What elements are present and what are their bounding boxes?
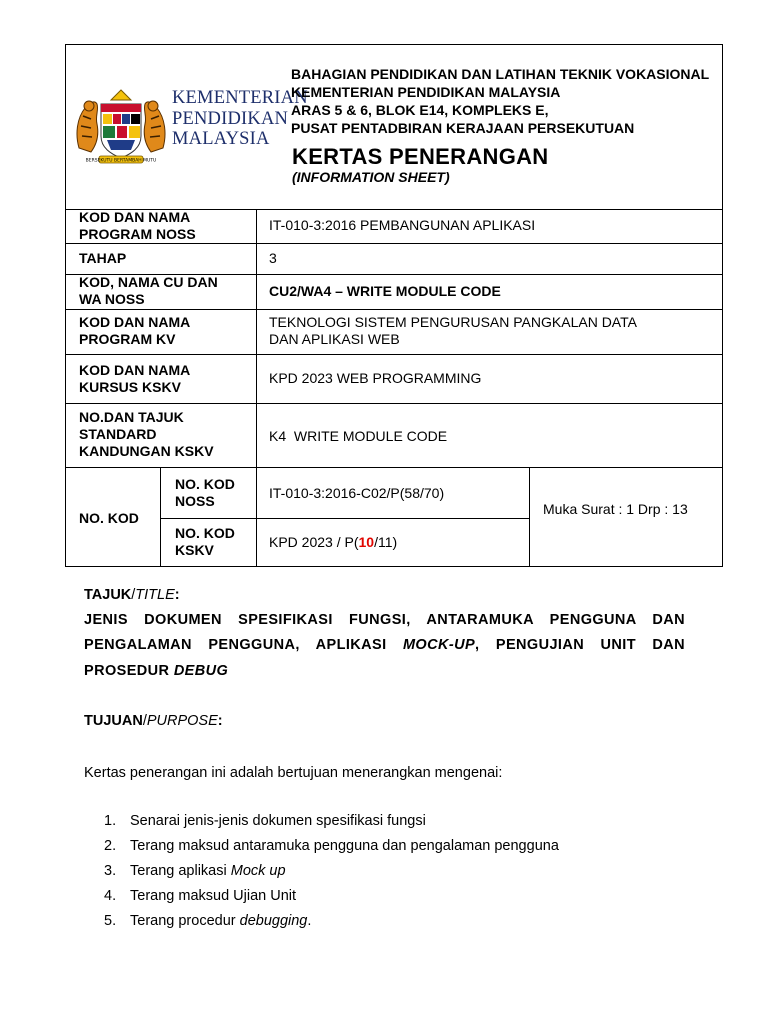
address-line: BAHAGIAN PENDIDIKAN DAN LATIHAN TEKNIK VOKASIONAL (291, 66, 710, 82)
row-value-kursus-kskv: KPD 2023 WEB PROGRAMMING (269, 370, 482, 386)
address-line: ARAS 5 & 6, BLOK E14, KOMPLEKS E, (291, 102, 549, 118)
svg-text:BERSEKUTU BERTAMBAH MUTU: BERSEKUTU BERTAMBAH MUTU (85, 158, 157, 164)
row-label-tahap: TAHAP (79, 250, 127, 266)
title-label-en: TITLE (135, 587, 175, 603)
topic-title-line-2: PENGALAMAN PENGGUNA, APLIKASI MOCK-UP, PENGUJIAN UNIT DAN (84, 637, 685, 653)
ministry-logo (73, 86, 308, 166)
row-label-kursus-kskv: KOD DAN NAMA KURSUS KSKV (79, 362, 191, 395)
coat-of-arms-icon (73, 86, 169, 166)
column-divider (529, 467, 530, 567)
address-block (291, 65, 709, 137)
kskv-code-suffix: /11) (374, 534, 398, 550)
column-divider (160, 467, 161, 567)
row-label-program-kv: KOD DAN NAMA PROGRAM KV (79, 314, 191, 347)
page-info: Muka Surat : 1 Drp : 13 (543, 501, 688, 517)
row-divider (65, 403, 723, 404)
row-divider (65, 354, 723, 355)
purpose-heading: TUJUAN/PURPOSE: (84, 713, 223, 729)
ministry-name (172, 88, 308, 150)
no-kod-kskv-value (269, 534, 397, 551)
row-label-cu-wa: KOD, NAMA CU DAN WA NOSS (79, 274, 218, 307)
logo-line: PENDIDIKAN (172, 108, 289, 129)
table-border-left (65, 44, 66, 567)
row-value-program-noss: IT-010-3:2016 PEMBANGUNAN APLIKASI (269, 217, 536, 233)
row-divider (65, 243, 723, 244)
list-item: 1. Senarai jenis-jenis dokumen spesifikasi fungsi (104, 813, 426, 829)
logo-line: MALAYSIA (172, 129, 270, 149)
row-value-tahap: 3 (269, 250, 277, 266)
logo-line: KEMENTERIAN (172, 88, 308, 108)
title-label: TAJUK (84, 587, 132, 603)
topic-title-line-1: JENIS DOKUMEN SPESIFIKASI FUNGSI, ANTARAMUKA PENGGUNA DAN (84, 612, 685, 628)
kskv-code-prefix: KPD 2023 / P( (269, 534, 359, 550)
list-item: 3. Terang aplikasi Mock up (104, 863, 286, 879)
row-value-cu-wa: CU2/WA4 – WRITE MODULE CODE (269, 283, 501, 299)
row-divider (65, 309, 723, 310)
row-label-program-noss: KOD DAN NAMA PROGRAM NOSS (79, 209, 196, 242)
purpose-intro: Kertas penerangan ini adalah bertujuan menerangkan mengenai: (84, 765, 503, 781)
topic-title-line-3: PROSEDUR DEBUG (84, 663, 229, 679)
row-divider (65, 467, 723, 468)
no-kod-noss-label: NO. KOD NOSS (175, 476, 235, 509)
purpose-label: TUJUAN (84, 713, 143, 729)
no-kod-noss-value: IT-010-3:2016-C02/P(58/70) (269, 485, 445, 501)
list-item-text: Terang maksud antaramuka pengguna dan pengalaman pengguna (130, 838, 559, 854)
list-item-text: Terang procedur debugging. (130, 913, 312, 929)
list-item: 4. Terang maksud Ujian Unit (104, 888, 297, 904)
row-divider (160, 518, 529, 519)
list-item-text: Terang maksud Ujian Unit (130, 888, 297, 904)
purpose-label-en: PURPOSE (146, 713, 218, 729)
row-label-standard: NO.DAN TAJUK STANDARD KANDUNGAN KSKV (79, 409, 214, 459)
address-line: PUSAT PENTADBIRAN KERAJAAN PERSEKUTUAN (291, 120, 635, 136)
no-kod-kskv-label: NO. KOD KSKV (175, 525, 235, 558)
info-table (65, 44, 723, 567)
kskv-code-highlight: 10 (358, 534, 375, 550)
row-value-program-kv: TEKNOLOGI SISTEM PENGURUSAN PANGKALAN DATA DAN APLIKASI WEB (269, 314, 637, 347)
column-divider (256, 209, 257, 567)
table-border-bottom (65, 566, 723, 567)
table-border-right (722, 44, 723, 567)
document-title: KERTAS PENERANGAN (292, 144, 549, 169)
list-item: 2. Terang maksud antaramuka pengguna dan pengalaman pengguna (104, 838, 559, 854)
title-heading: TAJUK/TITLE: (84, 587, 180, 603)
address-line: KEMENTERIAN PENDIDIKAN MALAYSIA (291, 84, 561, 100)
row-value-standard: K4 WRITE MODULE CODE (269, 428, 448, 444)
document-subtitle: (INFORMATION SHEET) (292, 169, 450, 185)
table-border-top (65, 44, 723, 45)
list-item-text: Terang aplikasi Mock up (130, 863, 286, 879)
no-kod-label: NO. KOD (79, 510, 139, 526)
list-item: 5. Terang procedur debugging. (104, 913, 312, 929)
purpose-list (104, 812, 559, 937)
list-item-text: Senarai jenis-jenis dokumen spesifikasi fungsi (130, 813, 426, 829)
